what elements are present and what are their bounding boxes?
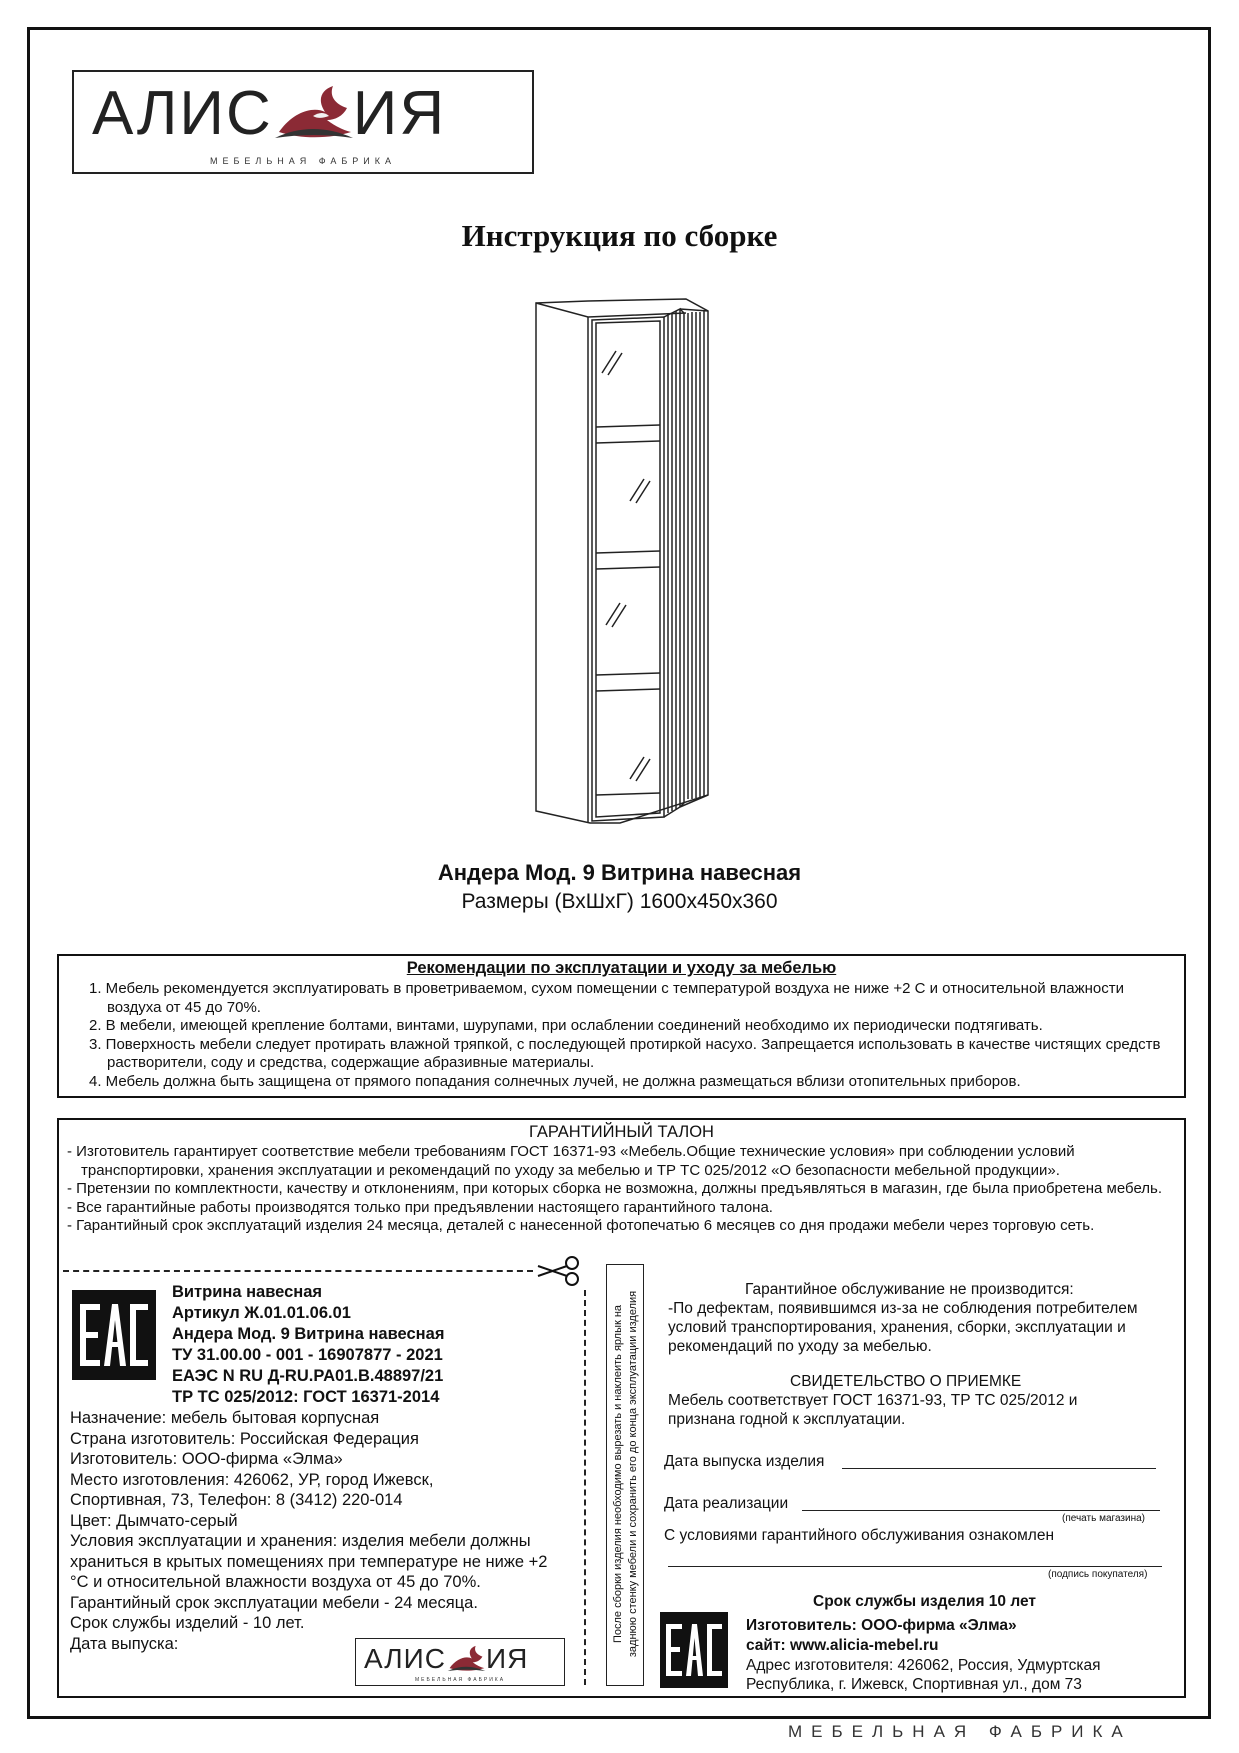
release-date-label: Дата выпуска изделия [664,1453,825,1470]
scissors-icon [534,1256,582,1286]
label-body [70,1408,570,1654]
product-name: Андера Мод. 9 Витрина навесная [437,860,802,885]
label-location: Место изготовления: 426062, УР, город Ижевск, Спортивная, 73, Телефон: 8 (3412) 220-014 [70,1470,434,1509]
label-manufacturer: Изготовитель: ООО-фирма «Элма» [70,1450,343,1468]
label-header [172,1282,444,1408]
list-item: 3. Поверхность мебели следует протирать влажной тряпкой, с последующей протиркой насухо. Запрещается использовать в качестве чистящих средств растворители, соду и средства, содержащие абразивные материалы. [89,1035,1161,1071]
recommendations-box [57,954,1186,1098]
vertical-note: После сборки изделия необходимо вырезать и наклеить ярлык на заднюю стенку мебели и сохранить его до конца эксплуатации изделия [612,1290,639,1658]
logo-word-right: ИЯ [352,79,447,148]
label-product-type: Витрина навесная [172,1283,323,1301]
acquainted-text: С условиями гарантийного обслуживания ознакомлен [664,1527,1054,1544]
list-item: - Изготовитель гарантирует соответствие мебели требованиям ГОСТ 16371-93 «Мебель.Общие технические условия» при соблюдении условий транспортировки, хранения эксплуатации и рекомендаций по уходу за мебелью и ТР ТС 025/2012 «О безопасности мебельной продукции». [67,1143,1075,1179]
release-date-field [842,1468,1156,1469]
label-standard: ТР ТС 025/2012: ГОСТ 16371-2014 [172,1388,440,1406]
warranty-list [67,1143,1179,1236]
list-item: - Гарантийный срок эксплуатаций изделия 24 месяца, деталей с нанесенной фотопечатью 6 месяцев со дня продажи мебели через торговую сеть. [67,1217,1095,1234]
list-item: - Претензии по комплектности, качеству и отклонениям, при которых сборка не возможна, должны предъявляться в магазин, где была приобретена мебель. [67,1180,1163,1197]
fox-logo-icon [273,82,353,140]
list-item: 4. Мебель должна быть защищена от прямого попадания солнечных лучей, не должна размещаться вблизи отопительных приборов. [89,1072,1021,1090]
label-conditions: Условия эксплуатации и хранения: изделия мебели должны храниться в крытых помещениях при температуре не ниже +2 °С и относительной влажности воздуха от 45 до 70%. [70,1532,548,1591]
recommendations-title: Рекомендации по эксплуатации и уходу за мебелью [406,959,837,977]
cabinet-drawing [530,295,730,830]
brand-logo-small: АЛИС ИЯ МЕБЕЛЬНАЯ ФАБРИКА [355,1638,565,1686]
shop-stamp-caption: (печать магазина) [1062,1513,1145,1524]
eac-mark-small-icon [660,1612,728,1688]
fox-logo-icon [446,1644,486,1672]
label-color: Цвет: Дымчато-серый [70,1511,238,1530]
service-life-text: Срок службы изделия 10 лет [813,1593,1036,1610]
label-article: Артикул Ж.01.01.06.01 [172,1304,351,1322]
logo-subtitle: МЕБЕЛЬНАЯ ФАБРИКА [210,156,396,166]
cut-line-horizontal [63,1270,533,1272]
warranty-title: ГАРАНТИЙНЫЙ ТАЛОН [529,1123,714,1141]
brand-logo [72,70,534,174]
address-text: Адрес изготовителя: 426062, Россия, Удмуртская Республика, г. Ижевск, Спортивная ул., дом 73 [746,1657,1101,1693]
footer-tagline: МЕБЕЛЬНАЯ ФАБРИКА [788,1722,1132,1741]
recommendations-list [89,980,1169,1091]
label-purpose: Назначение: мебель бытовая корпусная [70,1409,380,1427]
sale-date-label: Дата реализации [664,1495,789,1512]
eac-mark-icon [72,1290,156,1380]
logo-word-left: АЛИС [92,79,273,148]
label-spec-tu: ТУ 31.00.00 - 001 - 16907877 - 2021 [172,1346,443,1364]
buyer-sign-field [668,1566,1162,1567]
buyer-sign-caption: (подпись покупателя) [1048,1569,1148,1580]
sale-date-field [802,1510,1160,1511]
list-item: 1. Мебель рекомендуется эксплуатировать в проветриваемом, сухом помещении с температурой воздуха не ниже +2 С и относительной влажности воздуха от 45 до 70%. [89,980,1124,1016]
document-title: Инструкция по сборке [461,218,778,253]
label-country: Страна изготовитель: Российская Федерация [70,1429,419,1448]
label-warranty-term: Гарантийный срок эксплуатации мебели - 24 месяца. [70,1593,478,1612]
list-item: 2. В мебели, имеющей крепление болтами, винтами, шурупами, при ослаблении соединений необходимо их периодически подтягивать. [89,1017,1043,1034]
label-product-name: Андера Мод. 9 Витрина навесная [172,1325,445,1343]
cut-line-vertical [584,1290,586,1685]
list-item: - Все гарантийные работы производятся только при предъявлении настоящего гарантийного талона. [67,1198,773,1216]
certificate-text: Мебель соответствует ГОСТ 16371-93, ТР ТС 025/2012 и признана годной к эксплуатации. [668,1392,1078,1428]
label-certificate: ЕАЭС N RU Д-RU.PA01.B.48897/21 [172,1367,444,1385]
no-service-text: -По дефектам, появившимся из-за не соблюдения потребителем условий транспортирования, хранения, сборки, эксплуатации и рекомендаций по уходу за мебелью. [668,1300,1138,1355]
label-service-life: Срок службы изделий - 10 лет. [70,1614,305,1632]
certificate-title: СВИДЕТЕЛЬСТВО О ПРИЕМКЕ [790,1373,1022,1390]
product-dimensions: Размеры (ВхШхГ) 1600x450x360 [461,890,778,913]
no-service-title: Гарантийное обслуживание не производится: [745,1281,1074,1298]
label-release-date: Дата выпуска: [70,1634,179,1653]
manufacturer-text: Изготовитель: ООО-фирма «Элма» [746,1617,1017,1634]
site-text: сайт: www.alicia-mebel.ru [746,1637,939,1654]
